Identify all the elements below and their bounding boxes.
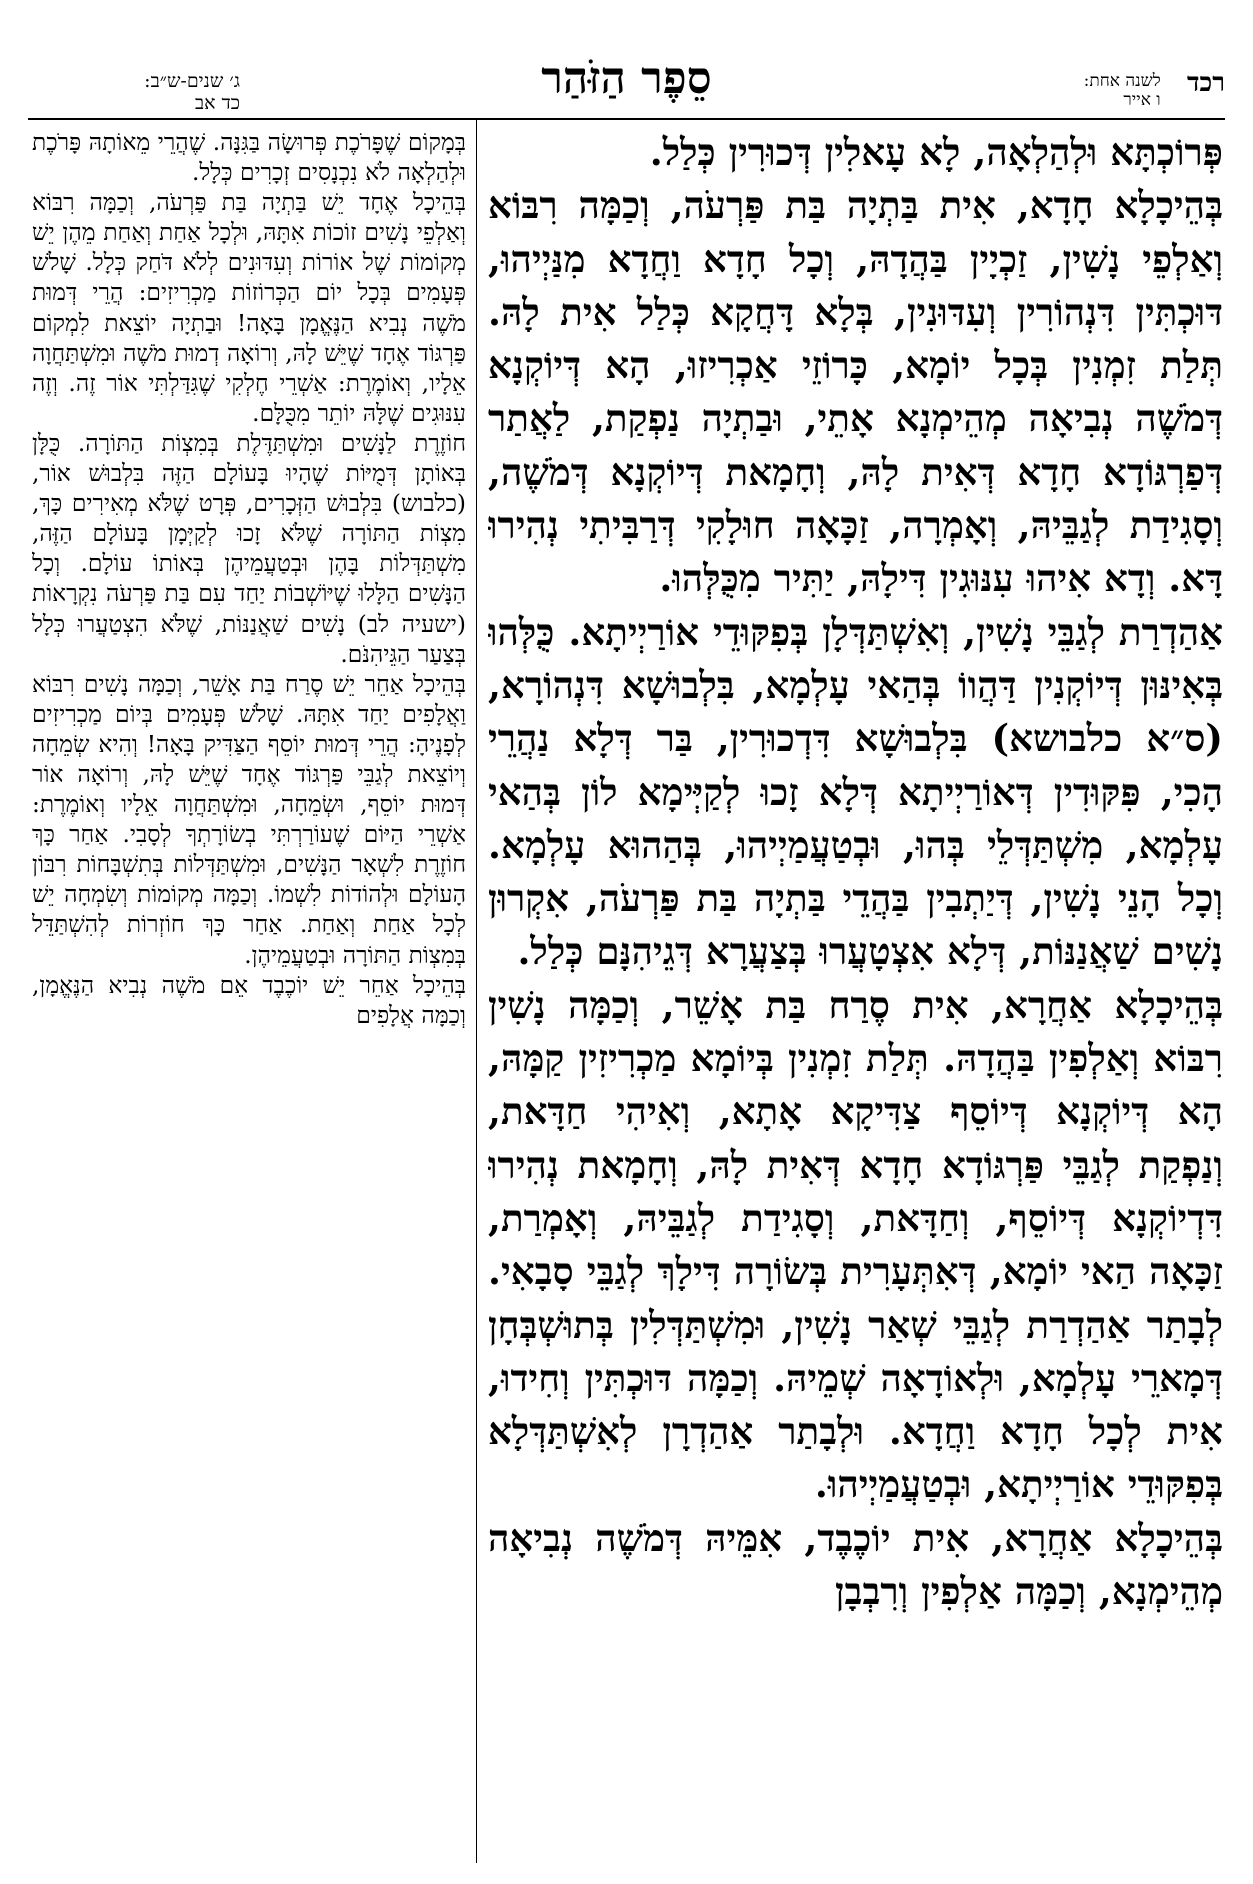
main-aramaic-column (488, 126, 1223, 1861)
page-header (0, 0, 1253, 120)
side-paragraph: בְּהֵיכָל אַחֵר יֵשׁ יוֹכֶבֶד אֵם מֹשֶׁה נְבִיא הַנֶּאֱמָן, וְכַמָּה אֲלָפִים (32, 971, 466, 1029)
page-number: רכד (1187, 68, 1225, 98)
schedule-left-line-2: כד אב (194, 92, 240, 114)
header-rule (28, 118, 1225, 120)
side-paragraph: בְּמָקוֹם שֶׁפָּרֹכֶת פְּרוּשָׂה בַּגִּנָּה. שֶׁהֲרֵי מֵאוֹתָהּ פָּרֹכֶת וּלְהַלְאָה לֹא נִכְנָסִים זְכָרִים כְּלָל. (32, 129, 466, 187)
hebrew-translation-column (32, 128, 466, 1863)
column-divider (476, 118, 477, 1863)
main-paragraph: אַהַדְרַת לְגַבֵּי נָשִׁין, וְאִשְׁתַּדְּלָן בְּפִקּוּדֵי אוֹרַיְיתָא. כֻּלְּהוּ בְּאִינּוּן דְּיוֹקְנִין דַּהֲווֹ בְּהַאי עָלְמָא, בִּלְבוּשָׁא דִּנְהוֹרָא, (ס״א כלבושא) בִּלְבוּשָׁא דִּדְכוּרִין, בַּר דְּלָא נַהֲרֵי הָכִי, פִּקּוּדִין דְּאוֹרַיְיתָא דְּלָא זָכוּ לְקַיְּימָא לוֹן בְּהַאי עָלְמָא, מִשְׁתַּדְּלֵי בְּהוּ, וּבְטַעֲמַיְיהוּ, בְּהַהוּא עָלְמָא. וְכָל הָנֵי נָשִׁין, דְּיַתְבִין בַּהֲדֵי בַּתְיָה בַּת פַּרְעֹה, אִקְרוּן נָשִׁים שַׁאֲנַנּוֹת, דְּלָא אִצְטָעֲרוּ בְּצַעֲרָא דְּגֵיהִנָּם כְּלַל. (488, 609, 1223, 974)
main-paragraph: פְּרוֹכְתָּא וּלְהַלְאָה, לָא עָאלִין דְּכוּרִין כְּלַל. (649, 130, 1223, 174)
side-paragraph: חוֹזֶרֶת לַנָּשִׁים וּמִשְׁתַּדֶּלֶת בְּמִצְוֹת הַתּוֹרָה. כֻּלָּן בְּאוֹתָן דְּמֻיּוֹת שֶׁהָיוּ בָּעוֹלָם הַזֶּה בִּלְבוּשׁ אוֹר, (כלבוש) בִּלְבוּשׁ הַזְּכָרִים, פְּרָט שֶׁלֹּא מְאִירִים כָּךְ, מִצְוֹת הַתּוֹרָה שֶׁלֹּא זָכוּ לְקַיְּמָן בָּעוֹלָם הַזֶּה, מִשְׁתַּדְּלוֹת בָּהֶן וּבְטַעֲמֵיהֶן בְּאוֹתוֹ עוֹלָם. וְכָל הַנָּשִׁים הַלָּלוּ שֶׁיּוֹשְׁבוֹת יַחַד עִם בַּת פַּרְעֹה נִקְרָאוֹת (ישעיה לב) נָשִׁים שַׁאֲנַנּוֹת, שֶׁלֹּא הִצְטַעֲרוּ כְּלָל בְּצַעַר הַגֵּיהִנֹּם. (32, 429, 466, 668)
book-title: סֵפֶר הַזֹּהַר (541, 53, 712, 104)
schedule-left-line-1: ג׳ שנים-ש״ב: (144, 70, 240, 92)
schedule-line-1: לשנה אחת: (1083, 71, 1161, 91)
side-paragraph: בְּהֵיכָל אֶחָד יֵשׁ בַּתְיָה בַּת פַּרְעֹה, וְכַמָּה רִבּוֹא וְאַלְפֵי נָשִׁים זוֹכוֹת אִתָּהּ, וּלְכָל אַחַת וְאַחַת מֵהֶן יֵשׁ מְקוֹמוֹת שֶׁל אוֹרוֹת וְעִדּוּנִים לְלֹא דֹּחַק כְּלָל. שָׁלֹשׁ פְּעָמִים בְּכָל יוֹם הַכְּרוֹזוֹת מַכְרִיזִים: הֲרֵי דְּמוּת מֹשֶׁה נְבִיא הַנֶּאֱמָן בָּאָה! וּבַתְיָה יוֹצֵאת לִמְקוֹם פַּרְגּוֹד אֶחָד שֶׁיֵּשׁ לָהּ, וְרוֹאָה דְמוּת מֹשֶׁה וּמִשְׁתַּחֲוָה אֵלָיו, וְאוֹמֶרֶת: אַשְׁרֵי חֶלְקִי שֶׁגִּדַּלְתִּי אוֹר זֶה. וְזֶה עִנּוּגִים שֶׁלָּהּ יוֹתֵר מִכֻּלָּם. (32, 189, 466, 427)
schedule-line-2: ו אייר (1123, 90, 1161, 110)
reading-schedule-left (40, 70, 240, 114)
side-paragraph: בְּהֵיכָל אַחֵר יֵשׁ סֶרַח בַּת אָשֵׁר, וְכַמָּה נָשִׁים רִבּוֹא וַאֲלָפִים יַחַד אִתָּהּ. שָׁלֹשׁ פְּעָמִים בְּיוֹם מַכְרִיזִים לְפָנֶיהָ: הֲרֵי דְּמוּת יוֹסֵף הַצַּדִּיק בָּאָה! וְהִיא שְׂמֵחָה וְיוֹצֵאת לְגַבֵּי פַּרְגּוֹד אֶחָד שֶׁיֵּשׁ לָהּ, וְרוֹאָה אוֹר דְּמוּת יוֹסֵף, וּשְׂמֵחָה, וּמִשְׁתַּחֲוָה אֵלָיו וְאוֹמֶרֶת: אַשְׁרֵי הַיּוֹם שֶׁעוֹרַרְתִּי בְשׂוֹרָתְךָ לְסָבִי. אַחַר כָּךְ חוֹזֶרֶת לִשְׁאָר הַנָּשִׁים, וּמִשְׁתַּדְּלוֹת בְּתִשְׁבָּחוֹת רִבּוֹן הָעוֹלָם וּלְהוֹדוֹת לִשְׁמוֹ. וְכַמָּה מְקוֹמוֹת וְשִׂמְחָה יֵשׁ לְכָל אַחַת וְאַחַת. אַחַר כָּךְ חוֹזְרוֹת לְהִשְׁתַּדֵּל בְּמִצְוֹת הַתּוֹרָה וּבְטַעֲמֵיהֶן. (32, 670, 466, 969)
main-paragraph: בְּהֵיכָלָא אַחֲרָא, אִית יוֹכֶבֶד, אִמֵּיהּ דְּמֹשֶׁה נְבִיאָה מְהֵימְנָא, וְכַמָּה אַלְפִין וְרִבְבָן (488, 1515, 1223, 1614)
main-paragraph: בְּהֵיכָלָא חָדָא, אִית בַּתְיָה בַּת פַּרְעֹה, וְכַמָּה רִבּוֹא וְאַלְפֵי נָשִׁין, זַכְיָין בַּהֲדָהּ, וְכָל חָדָא וַחֲדָא מִנַּיְיהוּ, דּוּכְתִּין דִּנְהוֹרִין וְעִדּוּנִין, בְּלָא דָּחֲקָא כְּלַל אִית לָהּ. תְּלַת זִמְנִין בְּכָל יוֹמָא, כָּרוֹזֵי אַכְרִיזוּ, הָא דְּיוֹקְנָא דְּמֹשֶׁה נְבִיאָה מְהֵימְנָא אָתֵי, וּבַתְיָה נַפְקַת, לַאֲתַר דְּפַרְגּוֹדָא חָדָא דְּאִית לָהּ, וְחָמָאת דְּיוֹקְנָא דְּמֹשֶׁה, וְסָגִידַת לְגַבֵּיהּ, וְאָמְרָה, זַכָּאָה חוּלָקִי דְּרַבִּיתִי נְהִירוּ דָּא. וְדָא אִיהוּ עִנּוּגִין דִּילָהּ, יַתִּיר מִכֻּלְּהוּ. (488, 183, 1223, 601)
main-paragraph: בְּהֵיכָלָא אַחֲרָא, אִית סֶרַח בַּת אָשֵׁר, וְכַמָּה נָשִׁין רִבּוֹא וְאַלְפִין בַּהֲדָהּ. תְּלַת זִמְנִין בְּיוֹמָא מַכְרִיזִין קַמָּהּ, הָא דְּיוֹקְנָא דְּיוֹסֵף צַדִּיקָא אָתָא, וְאִיהִי חַדָּאת, וְנַפְקַת לְגַבֵּי פַּרְגּוֹדָא חָדָא דְּאִית לָהּ, וְחָמָאת נְהִירוּ דִּדְיוֹקְנָא דְּיוֹסֵף, וְחַדָּאת, וְסָגִידַת לְגַבֵּיהּ, וְאָמְרַת, זַכָּאָה הַאי יוֹמָא, דְּאִתְּעָרִית בְּשׂוֹרָה דִּילָךְ לְגַבֵּי סָבָאִי. לְבָתַר אַהַדְרַת לְגַבֵּי שְׁאַר נָשִׁין, וּמִשְׁתַּדְּלִין בְּתוּשְׁבְּחָן דְּמָארֵי עָלְמָא, וּלְאוֹדָאָה שְׁמֵיהּ. וְכַמָּה דּוּכְתִּין וְחִידוּ, אִית לְכָל חָדָא וַחֲדָא. וּלְבָתַר אַהַדְרָן לְאִשְׁתַּדְּלָא בְּפִקּוּדֵי אוֹרַיְיתָא, וּבְטַעֲמַיְיהוּ. (488, 982, 1223, 1507)
